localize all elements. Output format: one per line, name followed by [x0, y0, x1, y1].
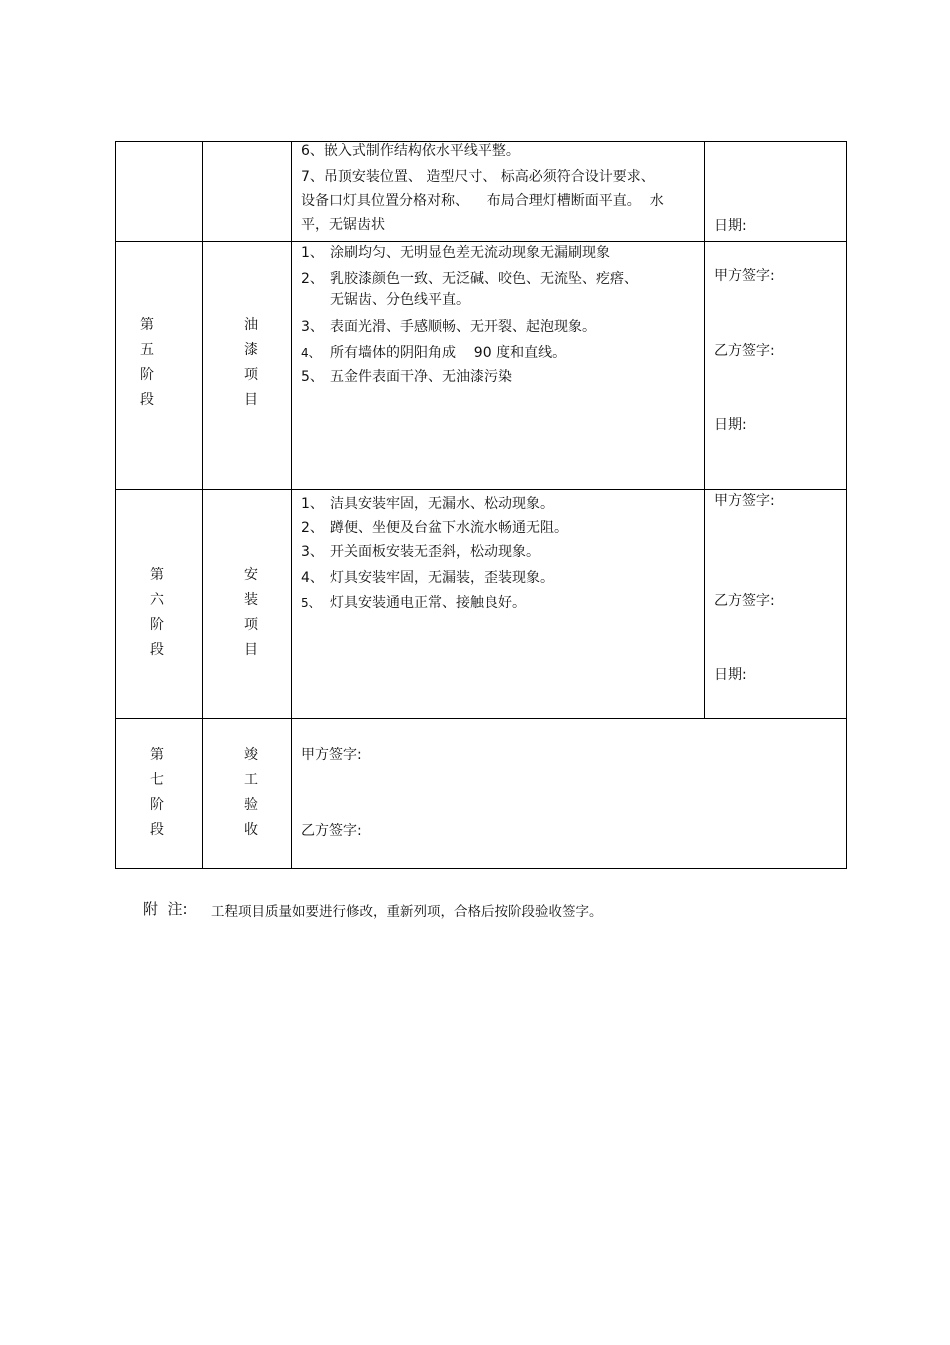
- party-b-signature-label: 乙方签字:: [301, 823, 362, 839]
- date-label: 日期:: [714, 218, 747, 234]
- item-number: 1、: [301, 245, 324, 261]
- list-item: 6、嵌入式制作结构依水平线平整。: [301, 143, 520, 159]
- party-b-signature-label: 乙方签字:: [714, 343, 775, 359]
- stage-label: 第 七 阶 段: [150, 747, 164, 838]
- item-number: 4、: [301, 346, 321, 360]
- list-item: 洁具安装牢固，无漏水、松动现象。: [330, 496, 554, 512]
- item-number: 3、: [301, 319, 324, 335]
- item-number: 1、: [301, 496, 324, 512]
- item-number: 2、: [301, 520, 324, 536]
- list-item: 无锯齿、分色线平直。: [330, 292, 470, 308]
- list-item: 乳胶漆颜色一致、无泛碱、咬色、无流坠、疙瘩、: [330, 271, 638, 287]
- party-b-signature-label: 乙方签字:: [714, 593, 775, 609]
- list-item: 涂刷均匀、无明显色差无流动现象无漏刷现象: [330, 245, 610, 261]
- note-label: 附 注:: [143, 900, 188, 918]
- item-number: 4、: [301, 570, 324, 586]
- list-item: 灯具安装牢固，无漏装，歪装现象。: [330, 570, 554, 586]
- list-item: 设备口灯具位置分格对称、 布局合理灯槽断面平直。 水: [301, 193, 664, 209]
- list-item: 蹲便、坐便及台盆下水流水畅通无阻。: [330, 520, 568, 536]
- item-number: 3、: [301, 544, 324, 560]
- list-item: 五金件表面干净、无油漆污染: [330, 369, 512, 385]
- item-number: 2、: [301, 271, 324, 287]
- stage-label: 第 五 阶 段: [140, 317, 154, 408]
- item-number: 5、: [301, 596, 321, 610]
- list-item: 灯具安装通电正常、接触良好。: [330, 595, 526, 611]
- list-item: 所有墙体的阴阳角成 90 度和直线。: [330, 345, 567, 361]
- list-item: 开关面板安装无歪斜，松动现象。: [330, 544, 540, 560]
- stage-label: 第 六 阶 段: [150, 567, 164, 658]
- date-label: 日期:: [714, 417, 747, 433]
- project-label: 竣 工 验 收: [244, 747, 258, 838]
- date-label: 日期:: [714, 667, 747, 683]
- list-item: 平，无锯齿状: [301, 217, 385, 233]
- project-label: 油 漆 项 目: [244, 317, 258, 408]
- party-a-signature-label: 甲方签字:: [714, 268, 775, 284]
- project-label: 安 装 项 目: [244, 567, 258, 658]
- note-text: 工程项目质量如要进行修改，重新列项，合格后按阶段验收签字。: [211, 904, 603, 920]
- item-number: 5、: [301, 369, 324, 385]
- list-item: 表面光滑、手感顺畅、无开裂、起泡现象。: [330, 319, 596, 335]
- party-a-signature-label: 甲方签字:: [714, 493, 775, 509]
- party-a-signature-label: 甲方签字:: [301, 747, 362, 763]
- list-item: 7、吊顶安装位置、 造型尺寸、 标高必须符合设计要求、: [301, 169, 655, 185]
